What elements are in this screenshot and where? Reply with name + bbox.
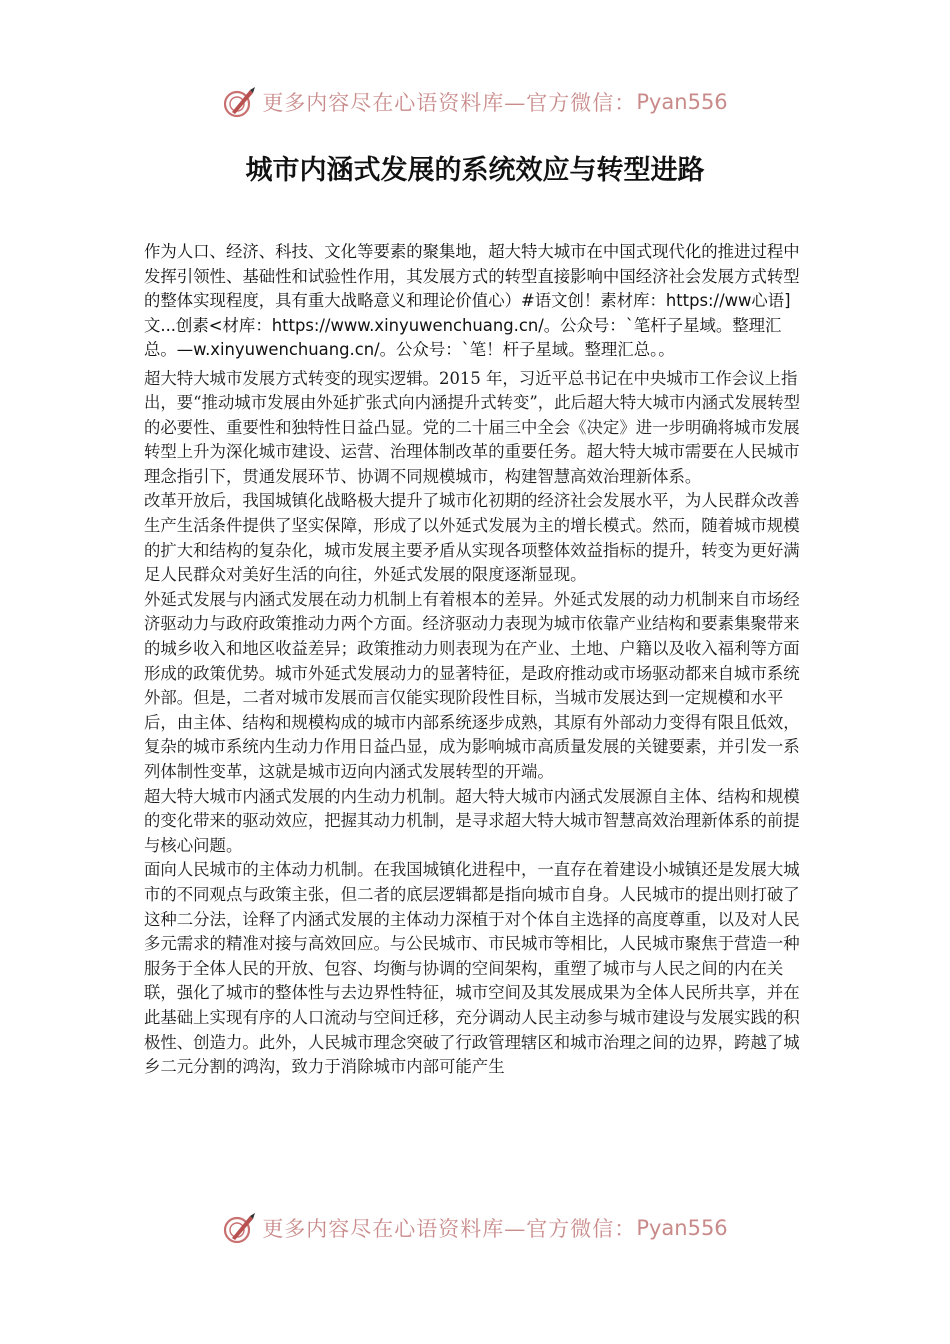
paragraph-4: 超大特大城市内涵式发展的内生动力机制。超大特大城市内涵式发展源自主体、结构和规模的变化带来的驱动效应，把握其动力机制，是寻求超大特大城市智慧高效治理新体系的前提与核心问题。 <box>144 786 800 855</box>
paragraph-5: 面向人民城市的主体动力机制。在我国城镇化进程中，一直存在着建设小城镇还是发展大城市的不同观点与政策主张，但二者的底层逻辑都是指向城市自身。人民城市的提出则打破了这种二分法，诠释了内涵式发展的主体动力深植于对个体自主选择的高度尊重，以及对人民多元需求的精准对接与高效回应。与公民城市、市民城市等相比，人民城市聚焦于营造一种服务于全体人民的开放、包容、均衡与协调的空间架构，重塑了城市与人民之间的内在关联，强化了城市的整体性与去边界性特征，城市空间及其发展成果为全体人民所共享，并在此基础上实现有序的人口流动与空间迁移，充分调动人民主动参与城市建设与发展实践的积极性、创造力。此外，人民城市理念突破了行政管理辖区和城市治理之间的边界，跨越了城乡二元分割的鸿沟，致力于消除城市内部可能产生 <box>144 860 800 1077</box>
quill-pen-logo-icon <box>222 1210 258 1246</box>
paragraph-2: 改革开放后，我国城镇化战略极大提升了城市化初期的经济社会发展水平，为人民群众改善生产生活条件提供了坚实保障，形成了以外延式发展为主的增长模式。然而，随着城市规模的扩大和结构的复杂化，城市发展主要矛盾从实现各项整体效益指标的提升，转变为更好满足人民群众对美好生活的向往，外延式发展的限度逐渐显现。 <box>144 491 800 585</box>
watermark-wechat-id: Pyan556 <box>636 1216 728 1240</box>
intro-paragraph: 作为人口、经济、科技、文化等要素的聚集地，超大特大城市在中国式现代化的推进过程中发挥引领性、基础性和试验性作用，其发展方式的转型直接影响中国经济社会发展方式转型的整体实现程度，具有重大战略意义和理论价值心）#语文创！素材库：https://ww心语]文...创素<材库：https://www.xinyuwenchuang.cn/。公众号：`笔杆子星域。整理汇总。—w.xinyuwenchuang.cn/。公众号：`笔！杆子星域。整理汇总。。 <box>144 242 800 359</box>
watermark-text: 更多内容尽在心语资料库—官方微信： <box>262 1217 637 1241</box>
paragraph-3: 外延式发展与内涵式发展在动力机制上有着根本的差异。外延式发展的动力机制来自市场经济驱动力与政府政策推动力两个方面。经济驱动力表现为城市依靠产业结构和要素集聚带来的城乡收入和地区收益差异；政策推动力则表现为在产业、土地、户籍以及收入福利等方面形成的政策优势。城市外延式发展动力的显著特征，是政府推动或市场驱动都来自城市系统外部。但是，二者对城市发展而言仅能实现阶段性目标，当城市发展达到一定规模和水平后，由主体、结构和规模构成的城市内部系统逐步成熟，其原有外部动力变得有限且低效，复杂的城市系统内生动力作用日益凸显，成为影响城市高质量发展的关键要素，并引发一系列体制性变革，这就是城市迈向内涵式发展转型的开端。 <box>144 589 800 781</box>
quill-pen-logo-icon <box>222 84 258 120</box>
page-title: 城市内涵式发展的系统效应与转型进路 <box>245 155 705 186</box>
footer-watermark-banner <box>0 1208 950 1248</box>
article-body <box>144 240 812 1080</box>
watermark-text: 更多内容尽在心语资料库—官方微信： <box>262 91 637 115</box>
header-watermark-banner <box>0 82 950 122</box>
watermark-wechat-id: Pyan556 <box>636 90 728 114</box>
paragraph-1: 超大特大城市发展方式转变的现实逻辑。2015 年，习近平总书记在中央城市工作会议上指出，要“推动城市发展由外延扩张式向内涵提升式转变”，此后超大特大城市内涵式发展转型的必要性、重要性和独特性日益凸显。党的二十届三中全会《决定》进一步明确将城市发展转型上升为深化城市建设、运营、治理体制改革的重要任务。超大特大城市需要在人民城市理念指引下，贯通发展环节、协调不同规模城市，构建智慧高效治理新体系。 <box>144 368 800 486</box>
